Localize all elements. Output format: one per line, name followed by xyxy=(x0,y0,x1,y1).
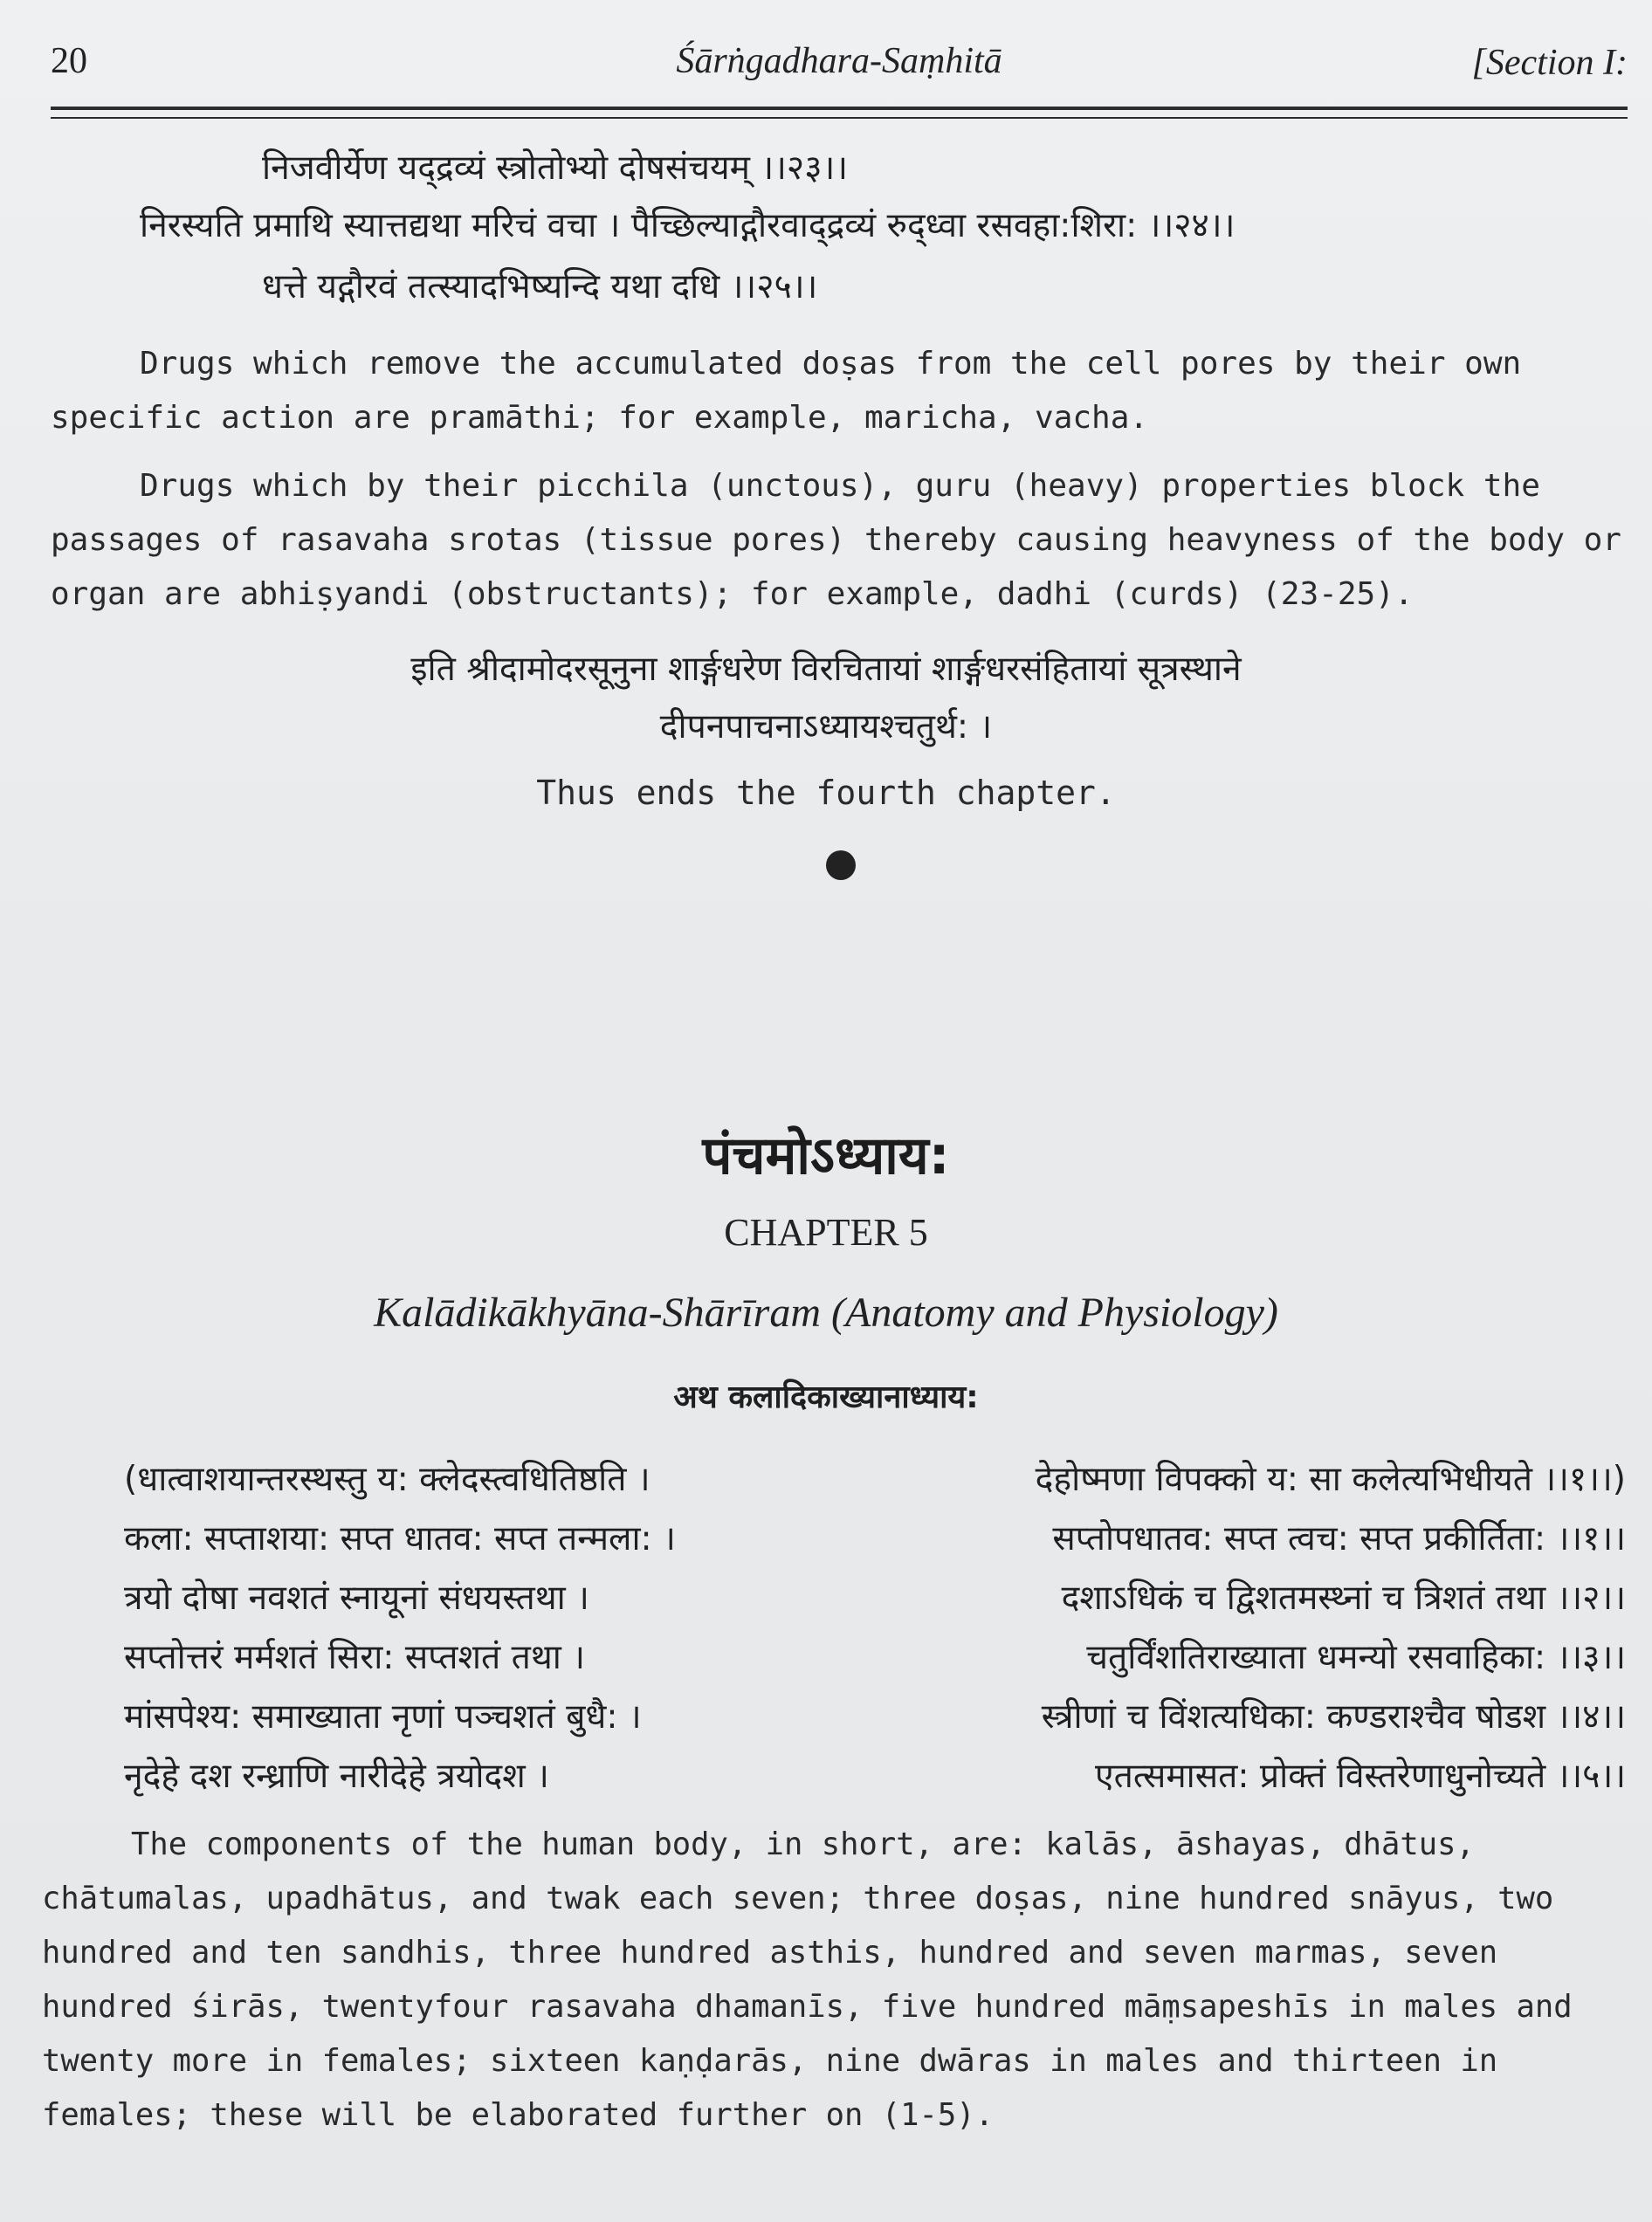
section-label: [Section I: xyxy=(1471,43,1628,83)
verse-half: चतुर्विंशतिराख्याता धमन्यो रसवाहिका: ।।३।। xyxy=(1086,1638,1626,1677)
verse-half: त्रयो दोषा नवशतं स्नायूनां संधयस्तथा । xyxy=(124,1579,589,1618)
verse-row xyxy=(124,1633,1626,1679)
verse-half: स्त्रीणां च विंशत्यधिका: कण्डराश्चैव षोडश ।।४।। xyxy=(1041,1697,1626,1737)
page-header xyxy=(51,33,1628,112)
section-divider-dot xyxy=(826,850,856,880)
verse-half: एतत्समासत: प्रोक्तं विस्तरेणाधुनोच्यते ।।५।। xyxy=(1095,1757,1626,1796)
verse-row xyxy=(124,1514,1626,1560)
verse-row xyxy=(124,1751,1626,1798)
paragraph-text: Drugs which by their picchila (unctous), guru (heavy) properties block the passages of rasavaha srotas (tissue pores) thereby causing heavyness of the body or organ are abhiṣyandi (obstructants); for example, dadhi (curds) (23-25). xyxy=(51,468,1621,612)
chapter-end-note: Thus ends the fourth chapter. xyxy=(536,774,1116,812)
verse-half: दशाऽधिकं च द्विशतमस्थ्नां च त्रिशतं तथा ।।२।। xyxy=(1061,1579,1626,1618)
paragraph xyxy=(51,459,1631,622)
running-title: Śārṅgadhara-Saṃhitā xyxy=(676,41,1002,81)
paragraph xyxy=(42,1818,1643,2143)
colophon-line: दीपनपाचनाऽध्यायश्चतुर्थ: । xyxy=(659,707,993,746)
verse-row xyxy=(124,1573,1626,1620)
verse-row xyxy=(124,1692,1626,1738)
verse-half: कला: सप्ताशया: सप्त धातव: सप्त तन्मला: । xyxy=(124,1519,676,1558)
verse-line: निजवीर्येण यद्द्रव्यं स्त्रोतोभ्यो दोषसंचयम् ।।२३।। xyxy=(262,148,849,188)
verse-half: नृदेहे दश रन्ध्राणि नारीदेहे त्रयोदश । xyxy=(124,1757,549,1796)
verse-half: (धात्वाशयान्तरस्थस्तु य: क्लेदस्त्वधितिष्ठति । xyxy=(124,1460,650,1499)
verse-half: देहोष्मणा विपक्को य: सा कलेत्यभिधीयते ।।१।।) xyxy=(1035,1460,1626,1499)
header-rule-thin xyxy=(51,117,1628,119)
chapter-subtitle: Kalādikākhyāna-Shārīram (Anatomy and Physiology) xyxy=(374,1290,1278,1336)
page-number: 20 xyxy=(51,41,87,81)
verse-half: मांसपेश्य: समाख्याता नृणां पञ्चशतं बुधै: । xyxy=(124,1697,642,1737)
chapter-number: CHAPTER 5 xyxy=(724,1211,928,1254)
verse-line: निरस्यति प्रमाथि स्यात्तद्यथा मरिचं वचा । पैच्छिल्याद्गौरवाद्द्रव्यं रुद्ध्वा रसवहा:शिरा: ।।२४।। xyxy=(140,206,1236,245)
verse-half: सप्तोत्तरं मर्मशतं सिरा: सप्तशतं तथा । xyxy=(124,1638,586,1677)
verse-line: धत्ते यद्गौरवं तत्स्यादभिष्यन्दि यथा दधि ।।२५।। xyxy=(262,267,818,306)
verse-half: सप्तोपधातव: सप्त त्वच: सप्त प्रकीर्तिता: ।।१।। xyxy=(1052,1519,1626,1558)
paragraph xyxy=(51,337,1631,445)
verse-row xyxy=(124,1455,1626,1501)
header-rule-thick xyxy=(51,107,1628,110)
chapter-opening-line: अथ कलादिकाख्यानाध्याय: xyxy=(673,1379,979,1415)
paragraph-text: Drugs which remove the accumulated doṣas from the cell pores by their own specific action are pramāthi; for example, maricha, vacha. xyxy=(51,346,1522,436)
colophon-line: इति श्रीदामोदरसूनुना शार्ङ्गधरेण विरचितायां शार्ङ्गधरसंहितायां सूत्रस्थाने xyxy=(410,650,1242,689)
paragraph-text: The components of the human body, in short, are: kalās, āshayas, dhātus, chātumalas, upadhātus, and twak each seven; three doṣas, nine hundred snāyus, two hundred and ten sandhis, three hundred asthis, hundred and seven marmas, seven hundred śirās, twentyfour rasavaha dhamanīs, five hundred māṃsapeshīs in males and twenty more in females; sixteen kaṇḍarās, nine dwāras in males and thirteen in females; these will be elaborated further on (1-5). xyxy=(42,1826,1573,2133)
chapter-title-devanagari: पंचमोऽध्याय: xyxy=(702,1125,950,1187)
